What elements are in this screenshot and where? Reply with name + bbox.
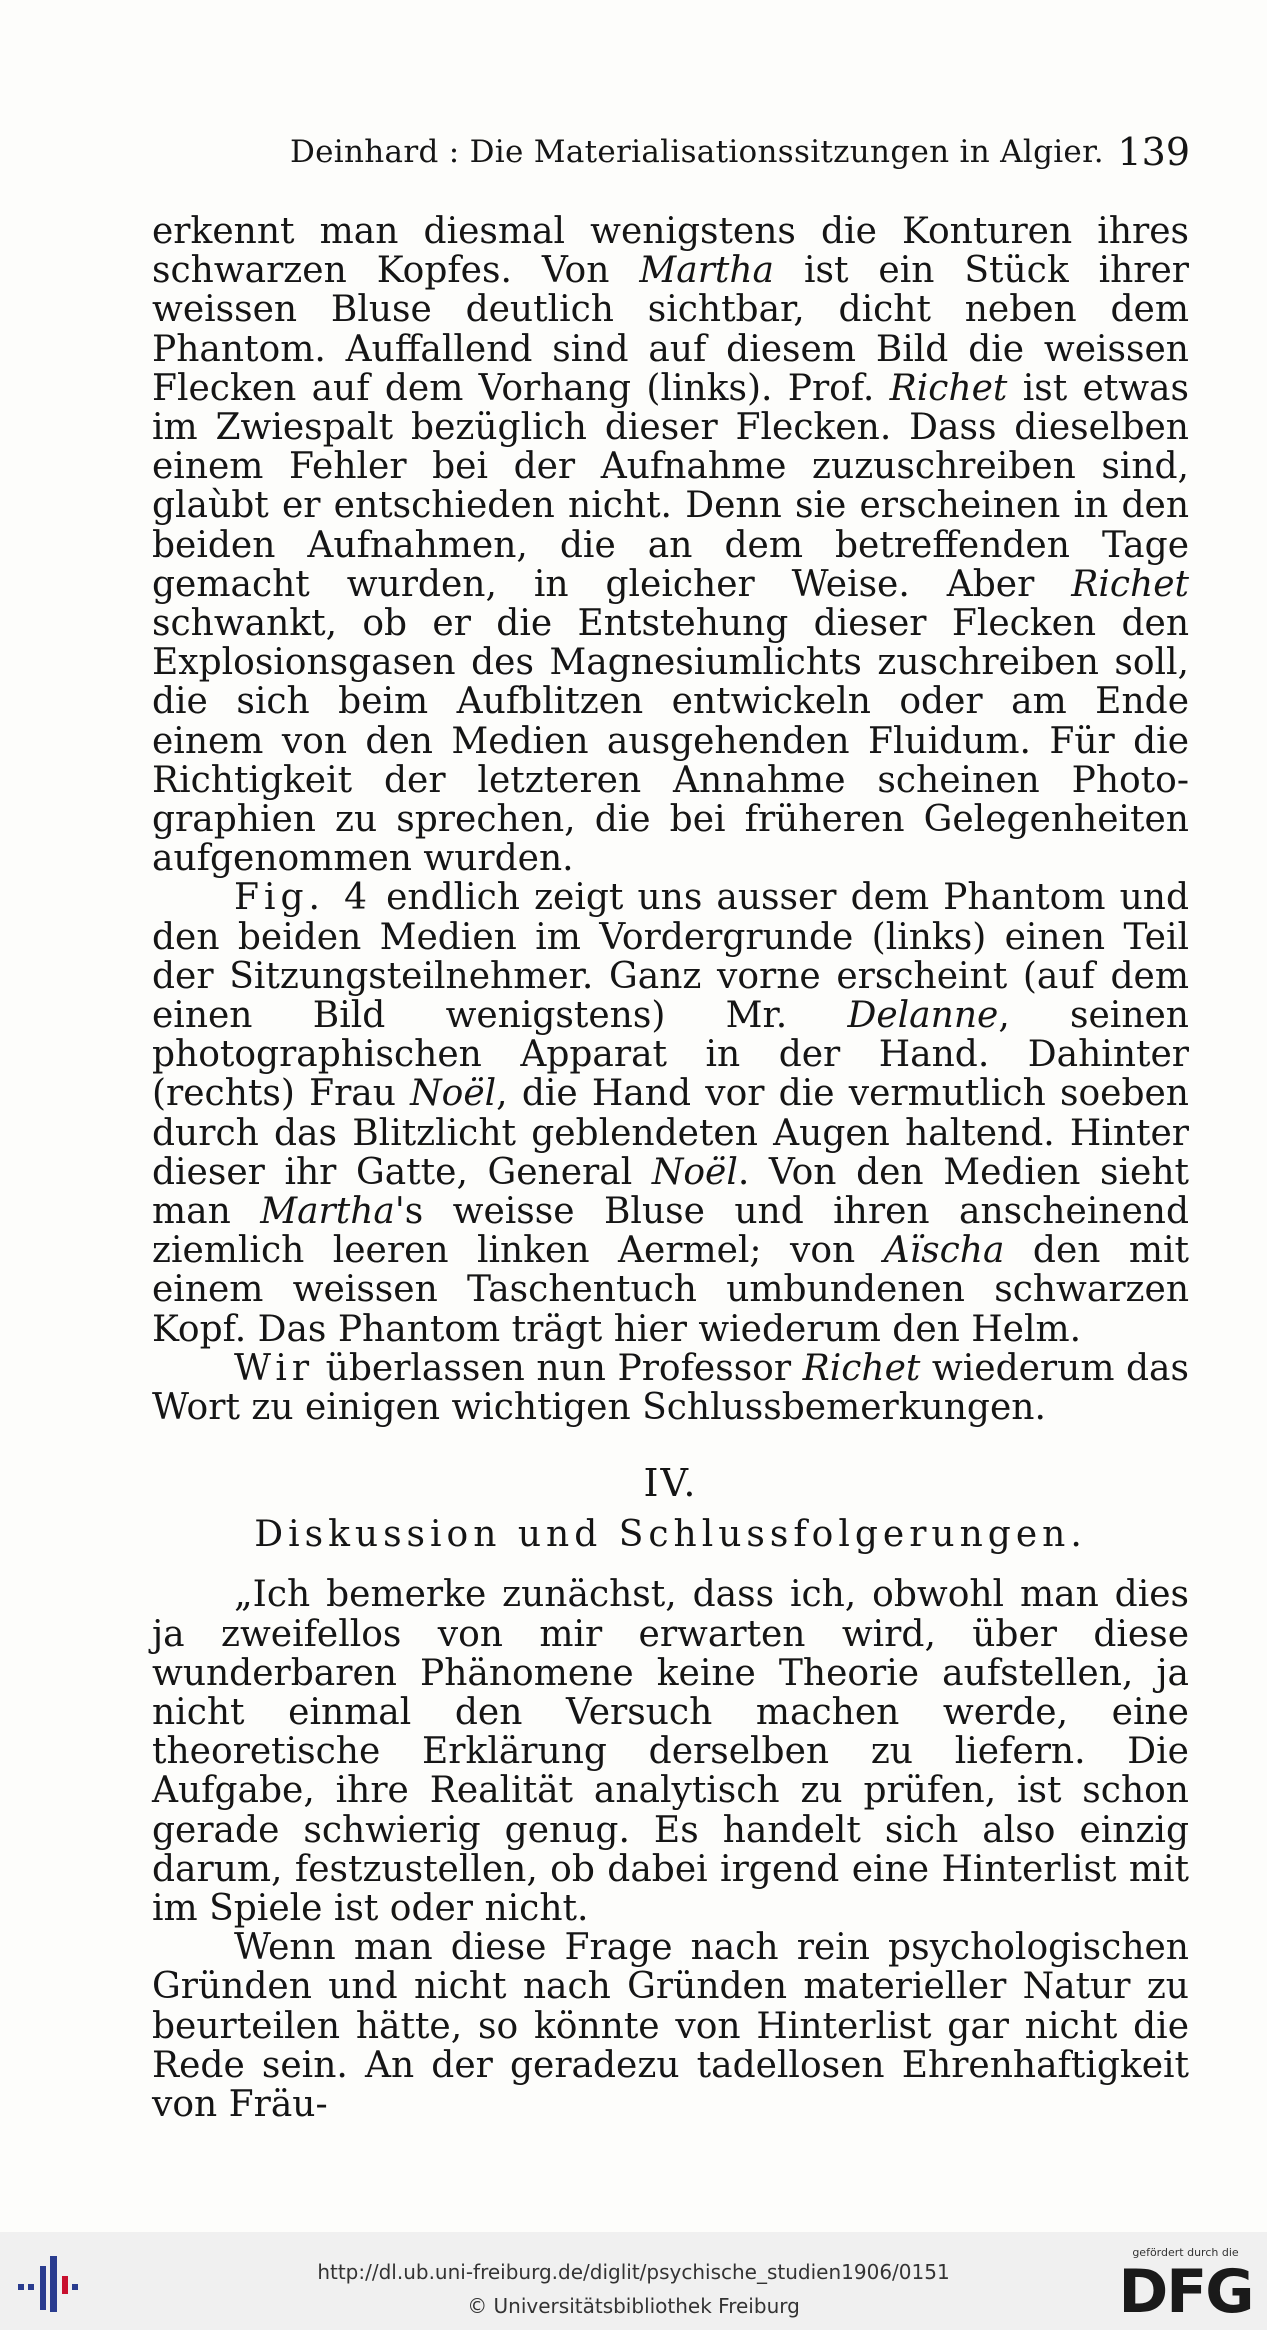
section-number: IV.: [643, 1461, 698, 1506]
paragraph: [152, 1575, 1189, 1928]
running-head: Deinhard : Die Materialisationssitzungen in Algier.: [290, 134, 1104, 170]
paragraph: [152, 1928, 1189, 2124]
viewer-footer: [0, 2232, 1267, 2330]
italic-name: Noël: [410, 1073, 497, 1115]
dfg-logo-text: DFG: [1118, 2257, 1253, 2327]
text-run: endlich zeigt uns ausser dem Phantom und den beiden Medien im Vordergrunde (links) einen Teil der Sitzungsteilnehmer. Ganz vorne erscheint (auf dem einen Bild wenigstens) Mr.: [152, 877, 1189, 1037]
paragraph: [152, 1349, 1189, 1427]
text-run: ist etwas im Zwiespalt bezüglich dieser Flecken. Dass dieselben einem Fehler bei der Aufnahme zuzuschreiben sind, glaùbt er entschieden nicht. Denn sie erscheinen in den beiden Aufnahmen, die an dem betreffenden Tage gemacht wurden, in gleicher Weise. Aber: [152, 367, 1189, 605]
text-run: . Von den Medien sieht man: [152, 1151, 1189, 1233]
italic-name: Martha: [260, 1191, 395, 1233]
text-run: überlassen nun Professor: [314, 1347, 803, 1389]
permalink-url[interactable]: http://dl.ub.uni-freiburg.de/diglit/psychische_studien1906/0151: [317, 2260, 950, 2284]
page-header: [290, 130, 1190, 180]
italic-name: Martha: [639, 250, 775, 292]
text-run: , seinen photographischen Apparat in der Hand. Dahinter (rechts) Frau: [152, 995, 1189, 1115]
text-run: wiederum das Wort zu einigen wichtigen Schlussbemerkungen.: [152, 1347, 1189, 1429]
text-run: erkennt man diesmal wenigstens die Konturen ihres schwarzen Kopfes. Von: [152, 211, 1189, 292]
dfg-caption: gefördert durch die: [1132, 2246, 1239, 2259]
text-run: 's weisse Bluse und ihren anscheinend ziemlich leeren linken Aermel; von: [152, 1191, 1190, 1272]
body-text: [152, 212, 1189, 2124]
italic-name: Richet: [889, 367, 1008, 409]
italic-name: Delanne: [847, 995, 999, 1037]
spaced-text: Fig. 4: [234, 877, 372, 919]
paragraph: [152, 212, 1189, 878]
italic-name: Richet: [802, 1347, 921, 1389]
text-run: schwankt, ob er die Entstehung dieser Flecken den Explosionsgasen des Magnesiumlichts zuschreiben soll, die sich beim Aufblitzen entwickeln oder am Ende einem von den Medien ausgehenden Fluidum. Für die Richtigkeit der letzteren Annahme scheinen Photographien zu sprechen, die bei früheren Gelegenheiten aufgenommen wurden.: [152, 603, 1189, 880]
text-run: den mit einem weissen Taschentuch umbundenen schwarzen Kopf. Das Phantom trägt hier wiederum den Helm.: [152, 1230, 1189, 1350]
dfg-logo: [1118, 2246, 1253, 2327]
text-run: , die Hand vor die vermutlich soeben durch das Blitzlicht geblendeten Augen haltend. Hinter dieser ihr Gatte, General: [152, 1073, 1189, 1193]
text-run: ist ein Stück ihrer weissen Bluse deutlich sichtbar, dicht neben dem Phantom. Auffallend sind auf diesem Bild die weissen Flecken auf dem Vorhang (links). Prof.: [152, 250, 1190, 409]
page-number: 139: [1117, 130, 1190, 174]
italic-name: Noël: [651, 1151, 738, 1193]
text-run: „Ich bemerke zunächst, dass ich, obwohl man dies ja zweifellos von mir erwarten wird, über diese wunderbaren Phänomene keine Theorie aufstellen, ja nicht einmal den Versuch machen werde, eine theoretische Erklärung derselben zu liefern. Die Aufgabe, ihre Realität analytisch zu prüfen, ist schon gerade schwierig genug. Es handelt sich also einzig darum, festzustellen, ob dabei irgend eine Hinterlist mit im Spiele ist oder nicht.: [152, 1574, 1189, 1929]
paragraph: [152, 878, 1189, 1348]
spaced-text: Wir: [234, 1347, 315, 1389]
italic-name: Aïscha: [883, 1230, 1005, 1272]
text-run: Wenn man diese Frage nach rein psychologischen Gründen und nicht nach Gründen materieller Natur zu beurteilen hätte, so könnte von Hinterlist gar nicht die Rede sein. An der geradezu tadellosen Ehrenhaftigkeit von Fräu-: [152, 1927, 1189, 2125]
section-title: Diskussion und Schlussfolgerungen.: [254, 1514, 1087, 1556]
copyright-notice: © Universitätsbibliothek Freiburg: [467, 2294, 800, 2318]
italic-name: Richet: [1071, 563, 1189, 605]
